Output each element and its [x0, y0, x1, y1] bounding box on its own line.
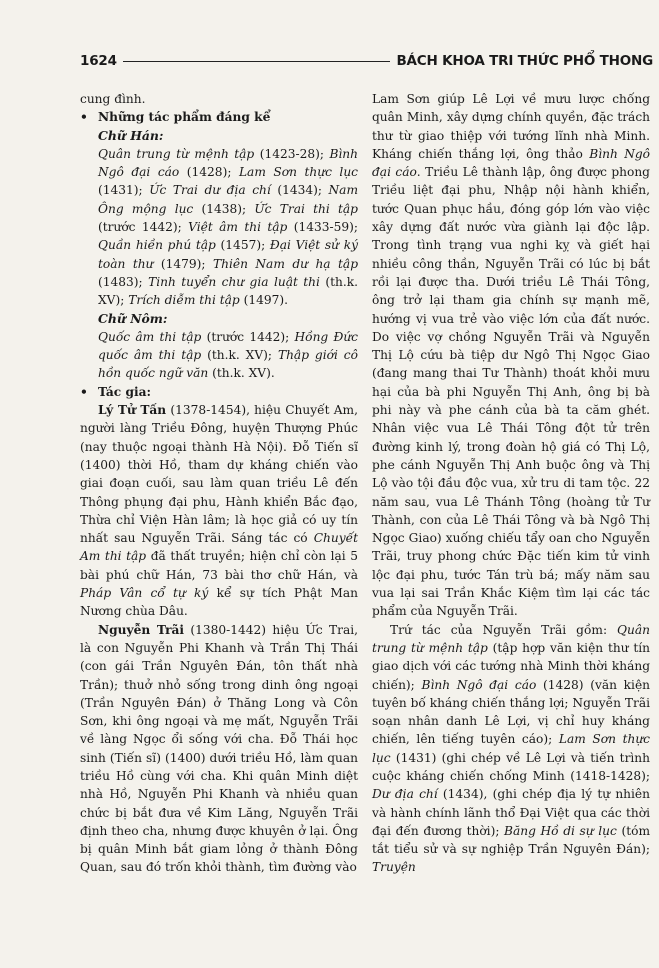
italic-run: Pháp Vân cổ tự ký	[80, 586, 209, 601]
italic-run: Chuyết Am thi tập	[80, 531, 358, 564]
text-run: Lam Sơn giúp Lê Lợi về mưu lược chống quân Minh, xây dựng chính quyền, đặc trách thư từ giao thiệp với tướng lĩnh nhà Minh. Kháng chiến thắng lợi, ông thảo	[372, 92, 650, 161]
text-run: kể sự tích Phật Man Nương chùa Dâu.	[80, 586, 358, 619]
right-column	[372, 90, 650, 877]
italic-run: Bình Ngô đại cáo	[421, 677, 537, 692]
text-run: (1434);	[270, 183, 329, 198]
italic-run: Hồng Đức quốc âm thi tập	[98, 329, 359, 363]
book-title: BÁCH KHOA TRI THỨC PHỔ THONG	[396, 53, 653, 69]
italic-run: Thiên Nam dư hạ tập	[212, 256, 358, 271]
text-run: (1483);	[98, 274, 149, 289]
text-run: (th.k. XV);	[201, 348, 278, 363]
italic-run: Việt âm thi tập	[188, 220, 288, 235]
bold-run: Nguyễn Trãi	[98, 622, 185, 637]
author-ly-tu-tan	[80, 401, 358, 621]
text-run: (1431);	[98, 183, 150, 198]
text-run: (1433-59);	[287, 220, 359, 235]
italic-run: Thập giới cô hồn quốc ngữ văn	[98, 348, 358, 381]
text-run: . Triều Lê thành lập, ông được phong Triều liệt đại phu, Nhập nội hành khiển, tước Quan phục hầu, đóng góp lớn vào việc xây dựng đất nước vừa giành lại độc lập. Trong tình trạng vua nghi kỵ và giết hại nhiều công thần, Nguyễn Trãi có lúc bị bắt rồi lại được tha. Dưới triều Lê Thái Tông, ông trở lại tham gia chính sự mạnh mẽ, hướng vị vua trẻ vào việc lớn của đất nước. Do việc vợ chồng Nguyễn Trãi và Nguyễn Thị Lộ cứu bà tiệp dư Ngô Thị Ngọc Giao (đang mang thai Tư Thành) thoát khỏi mưu hại của bà phi Nguyễn Thị Anh, ông bị bà phi này và phe cánh của bà ta căm ghét. Nhân việc vua Lê Thái Tông đột tử trên đường kinh lý, trong đoàn hộ giá có Thị Lộ, phe cánh Nguyễn Thị Anh buộc ông và Thị Lộ vào tội đầu độc vua, xử tru di tam tộc. 22 năm sau, vua Lê Thánh Tông (hoàng tử Tư Thành, con của Lê Thái Tông và bà Ngô Thị Ngọc Giao) xuống chiếu tẩy oan cho Nguyễn Trãi, truy phong chức Đặc tiến kim tử vinh lộc đại phu, tước Tán trù bá; mấy năm sau vua lại sai Trần Khắc Kiệm tìm lại các tác phẩm của Nguyễn Trãi.	[372, 165, 650, 619]
chu-nom-heading: Chữ Nôm:	[98, 310, 168, 326]
text-run: (1380-1442) hiệu Ức Trai, là con Nguyễn Phi Khanh và Trần Thị Thái (con gái Trần Nguyên Đán, tôn thất nhà Trần); thuở nhỏ sống trong dinh ông ngoại (Trần Nguyên Đán) ở Thăng Long và Côn Sơn, khi ông ngoại và mẹ mất, Nguyễn Trãi về làng Ngọc ổi sống với cha. Đỗ Thái học sinh (Tiến sĩ) (1400) dưới triều Hồ, làm quan triều Hồ cùng với cha. Khi quân Minh diệt nhà Hồ, Nguyễn Phi Khanh và nhiều quan chức bị bắt đưa về Kim Lăng, Nguyễn Trãi định theo cha, nhưng được khuyên ở lại. Ông bị quân Minh bắt giam lỏng ở thành Đông Quan, sau đó trốn khỏi thành, tìm đường vào	[80, 622, 358, 875]
text-run: (trước 1442);	[98, 220, 189, 235]
text-run: (1497).	[239, 293, 289, 308]
chu-nom-list	[80, 328, 358, 383]
text-run: đã thất truyền; hiện chỉ còn lại 5 bài phú chữ Hán, 73 bài thơ chữ Hán, và	[80, 549, 359, 582]
text-run: (1428) (văn kiện tuyên bố kháng chiến thắng lợi; Nguyễn Trãi soạn nhân danh Lê Lợi, vị chỉ huy kháng chiến, lên tiếng tuyên cáo);	[372, 677, 651, 747]
text-run: (tóm tắt tiểu sử và sự nghiệp Trần Nguyên Đán);	[372, 823, 651, 857]
italic-run: Lam Sơn thực lục	[238, 165, 358, 180]
page-header	[80, 50, 653, 72]
italic-run: Dư địa chí	[372, 787, 438, 802]
italic-run: Lam Sơn thực lục	[372, 732, 650, 765]
left-column	[80, 90, 358, 877]
chu-han-heading: Chữ Hán:	[98, 127, 164, 143]
chu-han-list	[80, 145, 358, 310]
italic-run: Bình Ngô đại cáo	[372, 146, 650, 180]
page-number: 1624	[80, 53, 117, 69]
bullet-icon: •	[80, 110, 88, 125]
italic-run: Tinh tuyển chư gia luật thi	[148, 274, 320, 289]
italic-run: Quốc âm thi tập	[98, 329, 202, 344]
italic-run: Trích diễm thi tập	[128, 293, 240, 308]
bullet-icon: •	[80, 384, 88, 399]
text-run: (tập hợp văn kiện thư tín giao dịch với các tướng nhà Minh thời kháng chiến);	[372, 640, 650, 692]
text-run: (trước 1442);	[201, 329, 295, 344]
nguyen-trai-works	[372, 621, 650, 877]
italic-run: Ức Trai dư địa chí	[149, 183, 271, 198]
header-rule	[123, 61, 391, 62]
text-run: (th.k. XV);	[98, 274, 358, 308]
text-run: (th.k. XV).	[208, 366, 275, 381]
text-run: (1378-1454), hiệu Chuyết Am, người làng Triều Đông, huyện Thượng Phúc (nay thuộc ngoại thành Hà Nội). Đỗ Tiến sĩ (1400) thời Hồ, tham dự kháng chiến vào giai đoạn cuối, sau làm quan triều Lê đến Thông phụng đại phu, Hành khiển Bắc đạo, Thừa chỉ Viện Hàn lâm; là học giả có uy tín nhất sau Nguyễn Trãi. Sáng tác có	[80, 403, 358, 546]
italic-run: Truyện	[372, 860, 416, 875]
text-run: (1434), (ghi chép địa lý tự nhiên và hành chính lãnh thổ Đại Việt qua các thời đại đến đương thời);	[372, 787, 650, 838]
works-heading: • Những tác phẩm đáng kể	[80, 108, 358, 126]
italic-run: Nam Ông mộng lục	[98, 183, 359, 216]
text-run: (1423-28);	[254, 146, 330, 161]
paragraph-continuation: cung đình.	[80, 92, 146, 106]
text-run: (1438);	[193, 201, 255, 216]
italic-run: Quân trung từ mệnh tập	[98, 146, 255, 161]
italic-run: Băng Hồ di sự lục	[504, 823, 617, 838]
nguyen-trai-biography	[372, 90, 650, 621]
bold-run: Lý Tử Tấn	[98, 403, 167, 418]
italic-run: Quân trung từ mệnh tập	[372, 622, 650, 655]
italic-run: Bình Ngô đại cáo	[98, 146, 358, 180]
text-run: (1457);	[215, 238, 270, 253]
author-nguyen-trai	[80, 621, 358, 877]
text-run: Trứ tác của Nguyễn Trãi gồm:	[390, 622, 618, 637]
authors-heading: • Tác gia:	[80, 383, 358, 401]
italic-run: Đại Việt sử ký toàn thư	[98, 238, 359, 271]
text-run: (1428);	[179, 165, 239, 180]
text-run: (1479);	[153, 256, 213, 271]
text-run: (1431) (ghi chép về Lê Lợi và tiến trình cuộc kháng chiến chống Minh (1418-1428);	[372, 750, 650, 783]
italic-run: Ức Trai thi tập	[254, 201, 358, 216]
italic-run: Quần hiền phú tập	[98, 238, 216, 253]
